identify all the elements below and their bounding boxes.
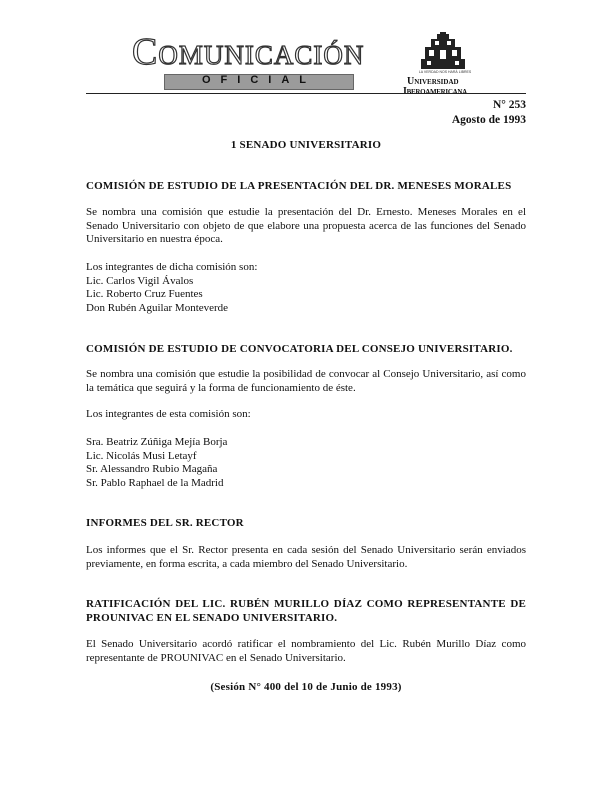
member-name: Lic. Carlos Vigil Ávalos: [86, 274, 194, 287]
section-title: 1 SENADO UNIVERSITARIO: [230, 139, 382, 151]
masthead-subtitle: OFICIAL: [202, 74, 316, 86]
member-name: Lic. Nicolás Musi Letayf: [86, 449, 197, 462]
issue-number: N° 253: [492, 99, 526, 111]
section-2-members-intro: Los integrantes de esta comisión son:: [86, 408, 251, 420]
masthead-title: Comunicación: [132, 31, 365, 73]
section-3-heading: INFORMES DEL SR. RECTOR: [86, 517, 244, 529]
member-name: Don Rubén Aguilar Monteverde: [86, 301, 229, 314]
member-name: Sr. Pablo Raphael de la Madrid: [86, 476, 224, 489]
member-name: Lic. Roberto Cruz Fuentes: [86, 288, 203, 301]
university-name-line1: Universidad: [407, 76, 459, 87]
section-2-members: [86, 436, 526, 490]
section-4-heading: RATIFICACIÓN DEL LIC. RUBÉN MURILLO DÍAZ COMO REPRESENTANTE DE PROUNIVAC EN EL SENADO UNIVERSITARIO.: [86, 598, 526, 624]
section-4-body: El Senado Universitario acordó ratificar el nombramiento del Lic. Rubén Murillo Díaz como representante de PROUNIVAC en el Senado Universitario.: [86, 638, 526, 664]
university-crest-icon: [413, 32, 473, 72]
issue-info: [452, 98, 526, 128]
section-1-members: [86, 261, 526, 315]
section-2-body: Se nombra una comisión que estudie la posibilidad de convocar al Consejo Universitario, así como la temática que seguirá y la forma de funcionamiento de éste.: [86, 368, 526, 394]
section-1-heading: COMISIÓN DE ESTUDIO DE LA PRESENTACIÓN DEL DR. MENESES MORALES: [86, 180, 512, 192]
section-2-heading: COMISIÓN DE ESTUDIO DE CONVOCATORIA DEL CONSEJO UNIVERSITARIO.: [86, 343, 513, 355]
member-name: Sr. Alessandro Rubio Magaña: [86, 463, 218, 476]
university-motto: LA VERDAD NOS HARÁ LIBRES: [418, 70, 472, 74]
issue-date: Agosto de 1993: [451, 114, 526, 126]
session-note: (Sesión N° 400 del 10 de Junio de 1993): [210, 681, 402, 693]
university-logo: [395, 32, 495, 97]
university-name-line2: Iberoamericana: [403, 86, 467, 97]
header-divider: [86, 93, 526, 94]
section-1-body: Se nombra una comisión que estudie la presentación del Dr. Ernesto. Meneses Morales en el Senado Universitario con objeto de que elabore una propuesta acerca de las funciones del Senado Universitario en nuestra época.: [86, 206, 526, 246]
member-name: Sra. Beatriz Zúñiga Mejía Borja: [86, 436, 228, 448]
masthead-logo: [120, 26, 365, 90]
masthead-subtitle-bar: [164, 74, 354, 90]
section-3-body: Los informes que el Sr. Rector presenta en cada sesión del Senado Universitario serán enviados previamente, en forma escrita, a cada miembro del Senado Universitario.: [86, 544, 526, 570]
members-intro: Los integrantes de dicha comisión son:: [86, 261, 258, 273]
